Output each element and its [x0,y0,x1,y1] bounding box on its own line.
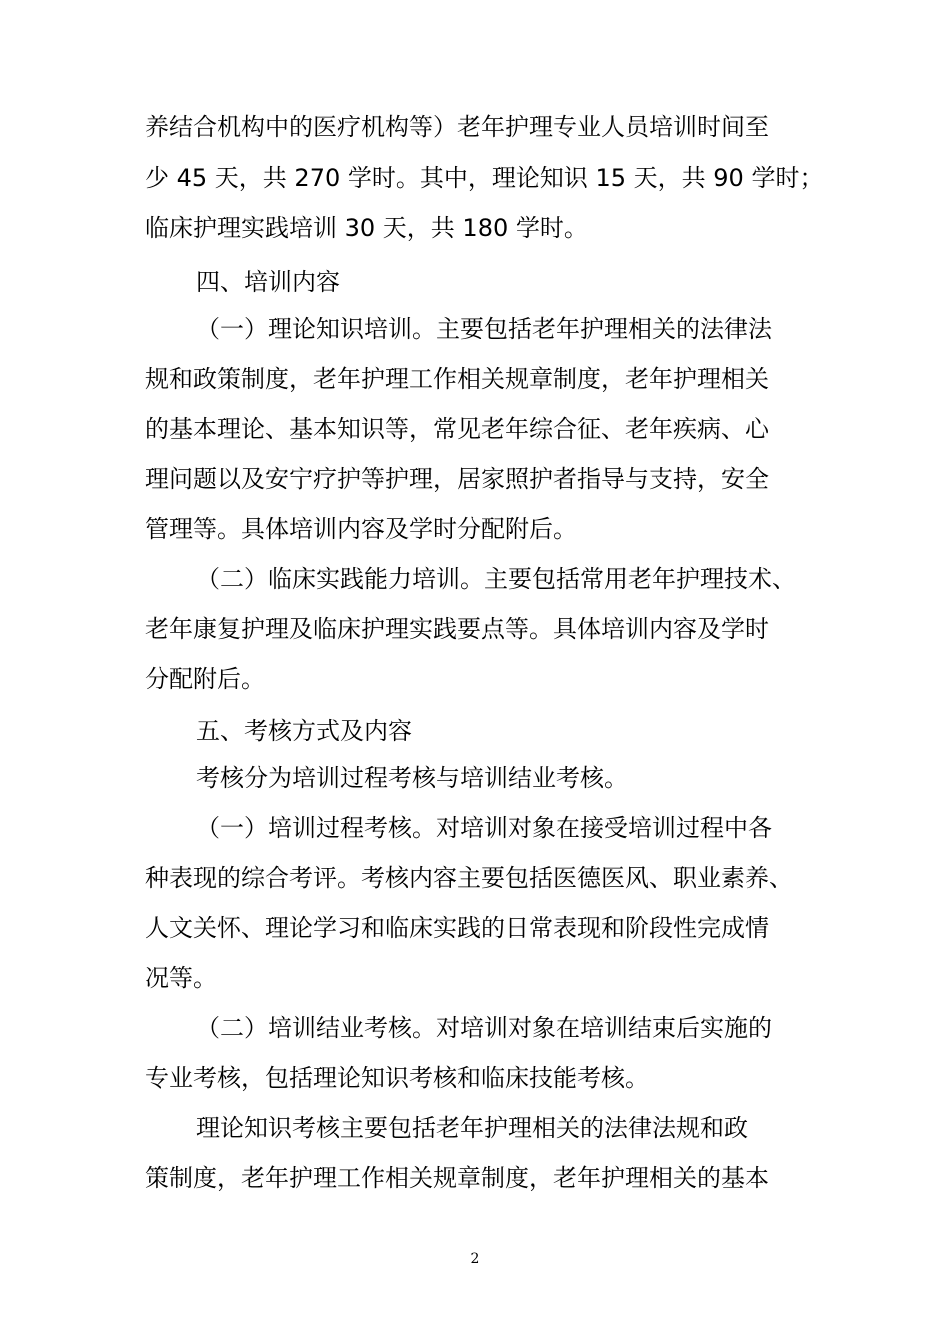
body-text-line: 分配附后。 [145,665,265,693]
body-text-line: 考核分为培训过程考核与培训结业考核。 [196,764,628,792]
body-text-line: 况等。 [145,964,217,992]
body-text-line: （一）理论知识培训。主要包括老年护理相关的法律法 [196,315,772,343]
body-text-line: 少 45 天，共 270 学时。其中，理论知识 15 天，共 90 学时； [145,164,824,192]
page-number: 2 [470,1251,480,1267]
body-text-line: 理论知识考核主要包括老年护理相关的法律法规和政 [196,1114,748,1142]
body-text-line: 人文关怀、理论学习和临床实践的日常表现和阶段性完成情 [145,914,769,942]
body-text-line: （二）临床实践能力培训。主要包括常用老年护理技术、 [196,565,796,593]
body-text-line: 养结合机构中的医疗机构等）老年护理专业人员培训时间至 [145,113,769,141]
body-text-line: 专业考核，包括理论知识考核和临床技能考核。 [145,1064,649,1092]
section-heading: 四、培训内容 [196,268,340,296]
body-text-line: 规和政策制度，老年护理工作相关规章制度，老年护理相关 [145,365,769,393]
body-text-line: 老年康复护理及临床护理实践要点等。具体培训内容及学时 [145,615,769,643]
body-text-line: 临床护理实践培训 30 天，共 180 学时。 [145,214,588,242]
body-text-line: 理问题以及安宁疗护等护理，居家照护者指导与支持，安全 [145,465,769,493]
body-text-line: （一）培训过程考核。对培训对象在接受培训过程中各 [196,814,772,842]
body-text-line: 种表现的综合考评。考核内容主要包括医德医风、职业素养、 [145,864,793,892]
body-text-line: 策制度，老年护理工作相关规章制度，老年护理相关的基本 [145,1164,769,1192]
body-text-line: 的基本理论、基本知识等，常见老年综合征、老年疾病、心 [145,415,769,443]
body-text-line: 管理等。具体培训内容及学时分配附后。 [145,515,577,543]
body-text-line: （二）培训结业考核。对培训对象在培训结束后实施的 [196,1014,772,1042]
section-heading: 五、考核方式及内容 [196,717,412,745]
